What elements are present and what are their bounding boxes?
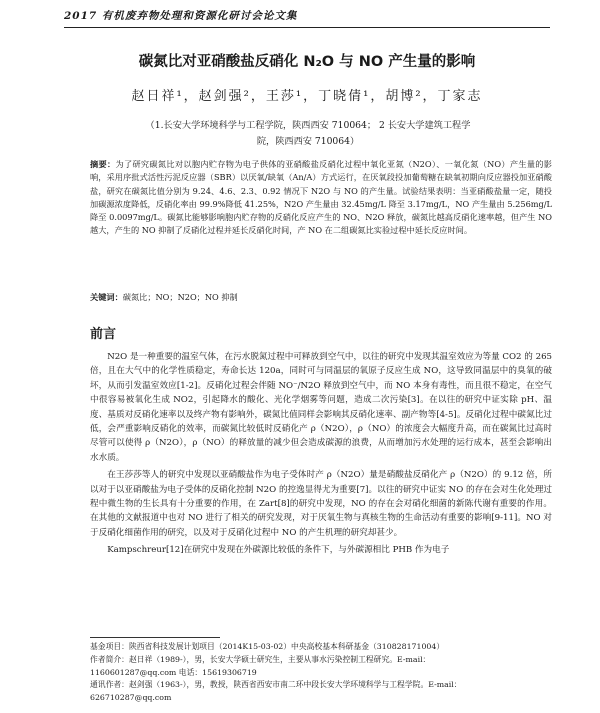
keywords-label: 关键词： (90, 292, 123, 302)
affiliation-line: （1.长安大学环境科学与工程学院，陕西西安 710064； 2 长安大学建筑工程学 (145, 120, 471, 131)
footnote-line: 通讯作者：赵剑强（1963-），男，教授，陕西省西安市南二环中段长安大学环境科学与工程学院。E-mail： (90, 680, 462, 690)
affiliation (120, 118, 496, 150)
keywords (90, 292, 552, 303)
keywords-text: 碳氮比；NO；N2O；NO 抑制 (122, 292, 238, 302)
footnote-line: 1160601287@qq.com 电话：15619306719 (90, 667, 257, 677)
body-paragraph: 在王莎莎等人的研究中发现以亚硝酸盐作为电子受体时产 ρ（N2O）量是硝酸盐反硝化产 ρ（N2O）的 9.12 倍，所以对于以亚硝酸盐为电子受体的反硝化控制 N2O 的控逸显得尤为重要[7]。以往的研究中证实 NO 的存在会对生化处理过程中微生物的生长具有十分重要的作用，在 Zart[8]的研究中发现，NO 的存在会对硝化细菌的新陈代谢有重要的作用。在其他的文献报道中也对 NO 进行了相关的研究发现，对于厌氧生物与真核生物的生命活动有重要的影响[9-11]。NO 对于反硝化细菌作用的研究，以及对于反硝化过程中 NO 的产生机理的研究却甚少。 (90, 470, 552, 538)
footnote-rule (90, 637, 220, 638)
body-text (90, 350, 552, 561)
abstract (90, 158, 552, 238)
footnotes (90, 641, 552, 705)
footnote-line: 作者简介：赵日祥（1989-），男，长安大学硕士研究生，主要从事水污染控制工程研究。E-mail： (90, 654, 431, 664)
abstract-label: 摘要： (90, 159, 116, 169)
running-header: 2017 有机废弃物处理和资源化研讨会论文集 (64, 10, 298, 22)
author-list: 赵日祥¹，赵剑强²，王莎¹，丁晓倩¹，胡博²，丁家志 (131, 89, 483, 104)
paper-title: 碳氮比对亚硝酸盐反硝化 N₂O 与 NO 产生量的影响 (138, 54, 476, 70)
footnote-line: 626710287@qq.com (90, 693, 172, 703)
footnote-line: 基金项目：陕西省科技发展计划项目（2014K15-03-02）中央高校基本科研基金（310828171004） (90, 642, 445, 651)
body-paragraph: N2O 是一种重要的温室气体，在污水脱氮过程中可释放到空气中，以往的研究中发现其温室效应为等量 CO2 的 265 倍，且在大气中的化学性质稳定，寿命长达 120a，同时可与同温层的氧原子反应生成 NO，这导致同温层中的臭氧的破坏，从而引发温室效应[1-2]。反硝化过程会伴随 NO⁻/N2O 释放到空气中，而 NO 本身有毒性，而且很不稳定，在空气中很容易被氧化生成 NO2，引起降水的酸化、光化学烟雾等问题，造成二次污染[3]。在以往的研究中证实除 pH、温度、基质对反硝化速率以及终产物有影响外，碳氮比值同样会影响其反硝化速率、副产物等[4-5]。反硝化过程中碳氮比过低，会严重影响反硝化的效率，而碳氮比较低时反硝化产 ρ（N2O），ρ（NO）的浓度会大幅度升高，而在碳氮比过高时尽管可以使得 ρ（N2O），ρ（NO）的释放量的减少但会造成碳源的浪费，从而增加污水处理的运行成本，甚至会影响出水水质。 (90, 352, 552, 463)
section-heading: 前言 (90, 327, 117, 342)
affiliation-line: 院，陕西西安 710064） (256, 136, 360, 147)
abstract-text: 为了研究碳氮比对以胞内贮存物为电子供体的亚硝酸盐反硝化过程中氧化亚氮（N2O）、一氧化氮（NO）产生量的影响，采用序批式活性污泥反应器（SBR）以厌氧/缺氧（An/A）方式运行，在厌氧段投加葡萄糖在缺氧初期向反应器投加亚硝酸盐，研究在碳氮比值分别为 9.24、4.6、2.3、0.92 情况下 N2O 与 NO 的产生量。试验结果表明：当亚硝酸盐量一定，随投加碳源浓度降低，反硝化率由 99.9%降低 41.25%，N2O 产生量由 32.45mg/L 降至 3.17mg/L，NO 产生量由 5.256mg/L 降至 0.0097mg/L。碳氮比能够影响胞内贮存物的反硝化反应产生的 NO、N2O 释放，碳氮比越高反硝化速率越，但产生 NO 越大，产生的 NO 抑制了反硝化过程并延长反硝化时间，产 NO 在二组碳氮比实验过程中延长反应时间。 (90, 159, 552, 236)
header-rule (64, 27, 550, 28)
body-paragraph: Kampschreur[12]在研究中发现在外碳源比较低的条件下，与外碳源相比 PHB 作为电子 (107, 545, 450, 556)
